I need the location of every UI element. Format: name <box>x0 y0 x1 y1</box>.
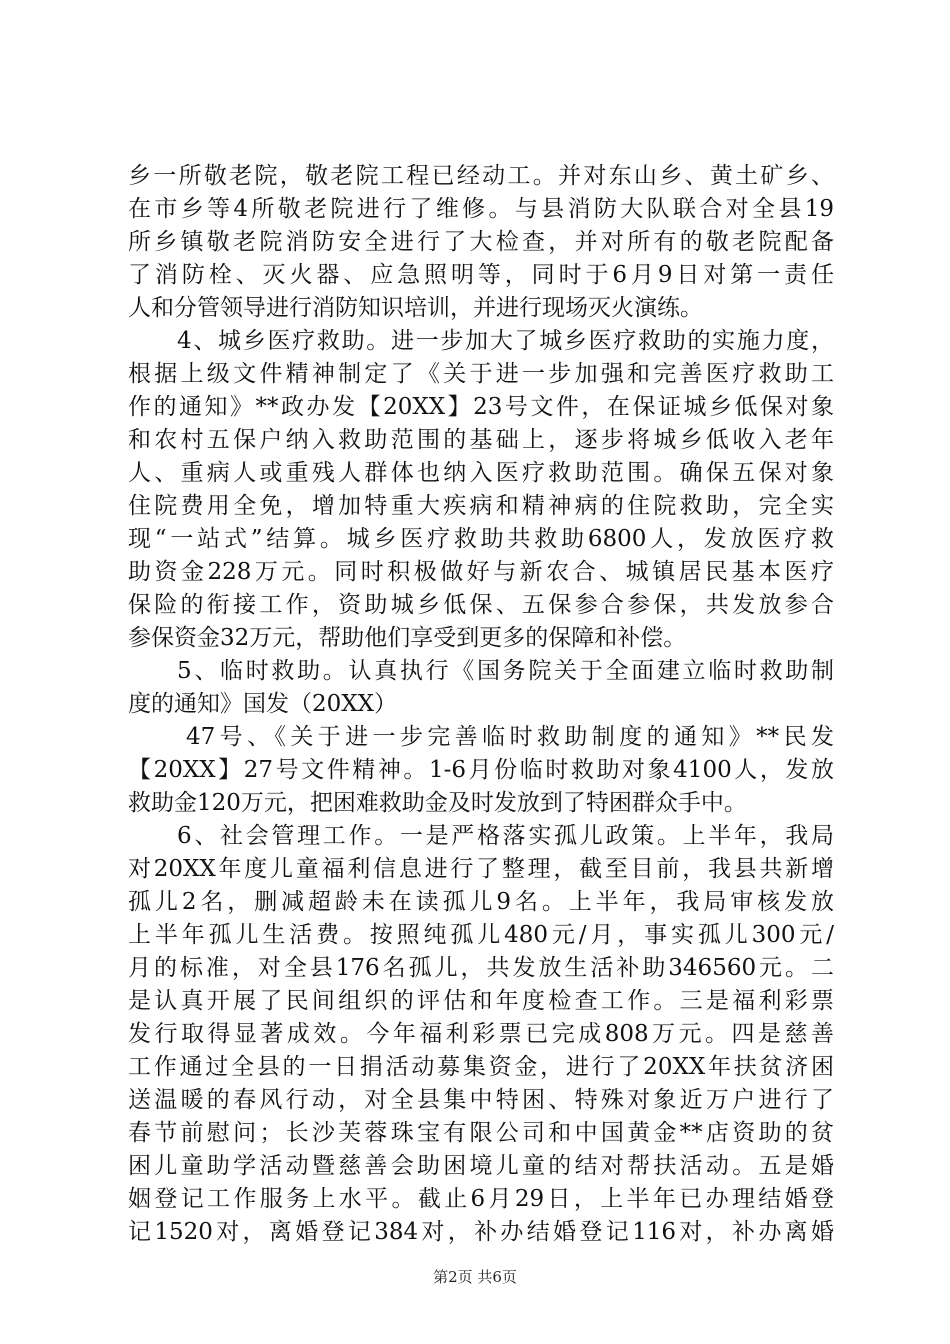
body-text <box>128 160 834 1249</box>
text-line: 发行取得显著成效。今年福利彩票已完成808万元。四是慈善 <box>128 1021 834 1047</box>
text-line: 参保资金32万元，帮助他们享受到更多的保障和补偿。 <box>128 625 687 651</box>
text-line: 记1520对，离婚登记384对，补办结婚登记116对，补办离婚 <box>128 1219 834 1245</box>
text-line: 和农村五保户纳入救助范围的基础上，逐步将城乡低收入老年 <box>128 427 834 453</box>
text-line: 上半年孤儿生活费。按照纯孤儿480元/月，事实孤儿300元/ <box>128 922 834 948</box>
text-line: 人、重病人或重残人群体也纳入医疗救助范围。确保五保对象 <box>128 460 834 486</box>
text-line: 人和分管领导进行消防知识培训，并进行现场灭火演练。 <box>128 295 703 321</box>
page-number-footer: 第2页 共6页 <box>433 1268 517 1286</box>
text-line: 在市乡等4所敬老院进行了维修。与县消防大队联合对全县19 <box>128 196 834 222</box>
text-line: 救助金120万元，把困难救助金及时发放到了特困群众手中。 <box>128 790 747 816</box>
text-line: 送温暖的春风行动，对全县集中特困、特殊对象近万户进行了 <box>128 1087 834 1113</box>
text-line: 保险的衔接工作，资助城乡低保、五保参合参保，共发放参合 <box>128 592 834 618</box>
text-line: 春节前慰问；长沙芙蓉珠宝有限公司和中国黄金**店资助的贫 <box>128 1120 834 1146</box>
text-line: 住院费用全免，增加特重大疾病和精神病的住院救助，完全实 <box>128 493 834 519</box>
text-line: 作的通知》**政办发【20XX】23号文件，在保证城乡低保对象 <box>128 394 834 420</box>
text-line: 度的通知》国发（20XX） <box>128 691 398 717</box>
text-line: 月的标准，对全县176名孤儿，共发放生活补助346560元。二 <box>128 955 834 981</box>
text-line: 【20XX】27号文件精神。1-6月份临时救助对象4100人，发放 <box>128 757 834 783</box>
text-line: 5、临时救助。认真执行《国务院关于全面建立临时救助制 <box>177 658 834 684</box>
text-line: 工作通过全县的一日捐活动募集资金，进行了20XX年扶贫济困 <box>128 1054 834 1080</box>
text-line: 了消防栓、灭火器、应急照明等，同时于6月9日对第一责任 <box>128 262 834 288</box>
text-line: 是认真开展了民间组织的评估和年度检查工作。三是福利彩票 <box>128 988 834 1014</box>
text-line: 困儿童助学活动暨慈善会助困境儿童的结对帮扶活动。五是婚 <box>128 1153 834 1179</box>
text-line: 孤儿2名，删减超龄未在读孤儿9名。上半年，我局审核发放 <box>128 889 834 915</box>
text-line: 对20XX年度儿童福利信息进行了整理，截至目前，我县共新增 <box>128 856 834 882</box>
text-line: 助资金228万元。同时积极做好与新农合、城镇居民基本医疗 <box>128 559 834 585</box>
text-line: 6、社会管理工作。一是严格落实孤儿政策。上半年，我局 <box>177 823 834 849</box>
text-line: 乡一所敬老院，敬老院工程已经动工。并对东山乡、黄土矿乡、 <box>128 163 834 189</box>
text-line: 47号、《关于进一步完善临时救助制度的通知》**民发 <box>186 724 834 750</box>
text-line: 现“一站式”结算。城乡医疗救助共救助6800人，发放医疗救 <box>128 526 834 552</box>
text-line: 根据上级文件精神制定了《关于进一步加强和完善医疗救助工 <box>128 361 834 387</box>
text-line: 4、城乡医疗救助。进一步加大了城乡医疗救助的实施力度， <box>177 328 834 354</box>
text-line: 所乡镇敬老院消防安全进行了大检查，并对所有的敬老院配备 <box>128 229 834 255</box>
text-line: 姻登记工作服务上水平。截止6月29日，上半年已办理结婚登 <box>128 1186 834 1212</box>
